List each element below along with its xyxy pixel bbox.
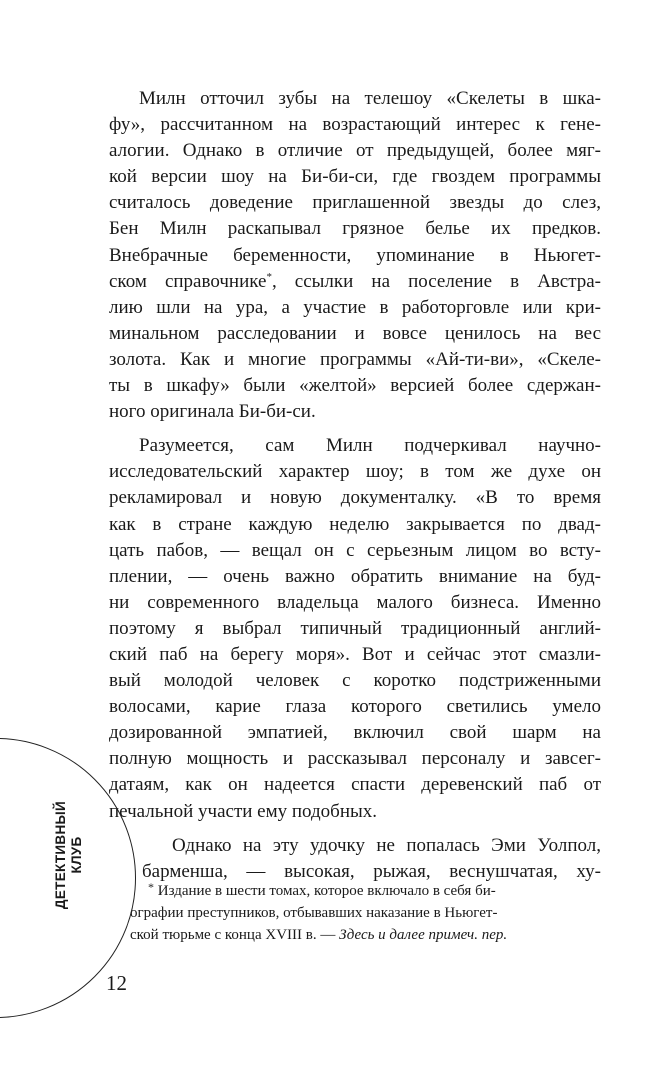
series-label-text: [53, 801, 85, 909]
text-line: полную мощность и рассказывал персоналу и завсег-: [109, 748, 601, 770]
text-line: Внебрачные беременности, упоминание в Ньюгет-: [109, 244, 601, 266]
text-line: дозированной эмпатией, включил свой шарм на: [109, 722, 601, 744]
text-line: Милн отточил зубы на телешоу «Скелеты в шка-: [139, 88, 601, 109]
text-line: рекламировал и новую документалку. «В то время: [109, 487, 601, 509]
footnote-reference: *: [266, 270, 272, 283]
paragraph-3: [109, 833, 601, 885]
footnote-line: [130, 924, 562, 946]
text-line: ский паб на берегу моря». Вот и сейчас этот смазли-: [109, 643, 601, 665]
series-label: [46, 800, 92, 910]
text-fragment: ском справочнике: [109, 270, 267, 292]
footnote-line: ографии преступников, отбывавших наказание в Ньюгет-: [130, 905, 498, 921]
text-line: минальном расследовании и вовсе ценилось на вес: [109, 322, 601, 344]
text-fragment: , ссылки на поселение в Австра-: [271, 270, 601, 292]
text-line: барменша, — высокая, рыжая, веснушчатая, ху-: [142, 860, 601, 882]
text-line: плении, — очень важно обратить внимание на буд-: [109, 565, 601, 587]
translator-note: Здесь и далее примеч. пер.: [339, 927, 508, 943]
text-line: кой версии шоу на Би-би-си, где гвоздем программы: [109, 166, 601, 188]
text-line: Бен Милн раскапывал грязное белье их предков.: [109, 218, 601, 240]
text-line: цать пабов, — вещал он с серьезным лицом во всту-: [109, 539, 601, 561]
text-line: исследовательский характер шоу; в том же духе он: [109, 461, 601, 483]
text-line: считалось доведение приглашенной звезды до слез,: [109, 192, 601, 214]
text-line: ни современного владельца малого бизнеса. Именно: [109, 591, 601, 613]
text-line: алогии. Однако в отличие от предыдущей, более мяг-: [109, 140, 601, 162]
text-line: Разумеется, сам Милн подчеркивал научно-: [139, 435, 601, 457]
text-line: волосами, карие глаза которого светились умело: [109, 696, 601, 718]
series-label-line: ДЕТЕКТИВНЫЙ: [53, 800, 68, 910]
text-fragment: ской тюрьме с конца XVIII в. —: [130, 927, 340, 943]
text-line: вый молодой человек с коротко подстриженными: [109, 670, 601, 692]
text-fragment: Издание в шести томах, которое включало в себя би-: [154, 883, 496, 899]
text-line: ного оригинала Би-би-си.: [109, 401, 316, 423]
footnote: [130, 880, 562, 946]
paragraph-1: [109, 86, 601, 425]
text-line: золота. Как и многие программы «Ай-ти-ви», «Скеле-: [109, 348, 601, 370]
paragraph-2: [109, 433, 601, 824]
text-line: датаям, как он надеется спасти деревенский паб от: [109, 774, 601, 796]
text-line: печальной участи ему подобных.: [109, 800, 378, 822]
page-number: 12: [106, 971, 127, 995]
text-line: поэтому я выбрал типичный традиционный англий-: [109, 617, 601, 639]
footnote-marker: *: [148, 880, 154, 894]
text-line: ты в шкафу» были «желтой» версией более сдержан-: [109, 375, 601, 397]
text-line: фу», рассчитанном на возрастающий интерес к гене-: [109, 114, 601, 136]
text-line: как в стране каждую неделю закрывается по двад-: [109, 513, 601, 535]
text-line: лию шли на ура, а участие в работорговле или кри-: [109, 296, 601, 318]
main-text: [109, 86, 601, 885]
series-label-line: КЛУБ: [69, 836, 84, 874]
footnote-line: [148, 880, 562, 902]
text-line: [109, 269, 601, 295]
text-line: Однако на эту удочку не попалась Эми Уолпол,: [172, 834, 601, 856]
